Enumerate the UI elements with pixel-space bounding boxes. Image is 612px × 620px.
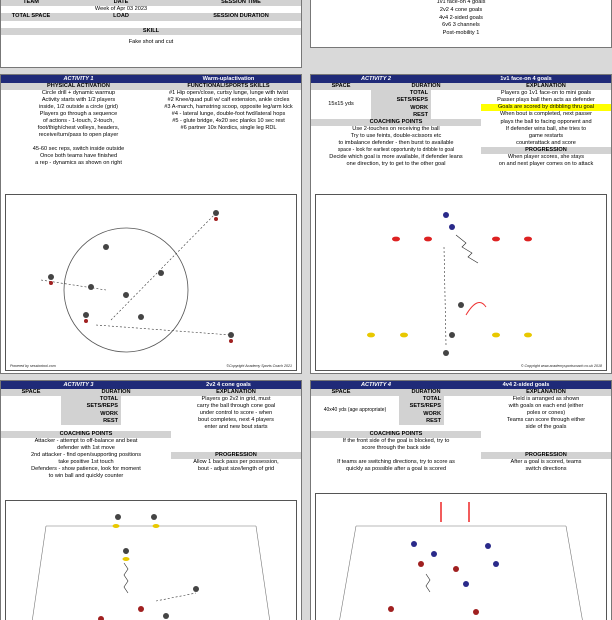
space-value: 15x15 yds bbox=[328, 101, 354, 108]
coaching-line: If the front side of the goal is blocked, try to bbox=[342, 438, 450, 445]
activation-line bbox=[1, 139, 156, 146]
coaching-line: to imbalance defender - then burst to available bbox=[338, 140, 454, 147]
functional-skills-header: FUNCTIONAL/SPORTS SKILLS bbox=[156, 83, 301, 90]
activity-subtitle: Warm-up/activation bbox=[156, 75, 301, 83]
coaching-line: If teams are switching directions, try to score as bbox=[337, 459, 455, 466]
skill-line: #1 Hip open/close, curtsy lunge, lunge with twist bbox=[168, 90, 289, 97]
progression-line: When player scores, she stays bbox=[507, 154, 585, 161]
activity-2-panel bbox=[310, 74, 612, 374]
progression-header: PROGRESSION bbox=[481, 147, 611, 154]
skill-header: SKILL bbox=[1, 28, 301, 35]
space-value: 40x40 yds (age appropriate) bbox=[323, 407, 387, 414]
skill-line: #3 A-march, hamstring scoop, opposite leg/arm kick bbox=[164, 104, 293, 111]
explanation-line: side of the goals bbox=[525, 424, 567, 431]
duration-header: DURATION bbox=[371, 389, 481, 396]
explanation-header: EXPLANATION bbox=[481, 389, 611, 396]
session-info-panel bbox=[0, 0, 302, 68]
activity-2-diagram bbox=[315, 194, 607, 371]
coaching-points-header: COACHING POINTS bbox=[311, 431, 481, 438]
team-value bbox=[1, 6, 61, 13]
progression-header: PROGRESSION bbox=[481, 452, 611, 459]
space-header: SPACE bbox=[311, 389, 371, 396]
red-goal-markers bbox=[392, 237, 532, 242]
activity-list-item: 1v1 face-on 4 goals bbox=[436, 0, 486, 5]
activity-3-panel bbox=[0, 380, 302, 620]
duration-header: DURATION bbox=[61, 389, 171, 396]
rest-label: REST bbox=[399, 418, 444, 425]
session-activities-list bbox=[310, 0, 612, 48]
activity-1-diagram bbox=[5, 194, 297, 371]
work-label: WORK bbox=[371, 105, 431, 112]
explanation-line: Passer plays ball then acts as defender bbox=[497, 97, 595, 104]
explanation-line: game restarts bbox=[528, 133, 564, 140]
activity-list-item: 4v4 2-sided goals bbox=[439, 14, 483, 21]
coaching-line: one direction, try to get to the other goal bbox=[346, 161, 446, 168]
activity-title: ACTIVITY 4 bbox=[311, 381, 441, 389]
explanation-line: enter and new bout starts bbox=[204, 424, 268, 431]
copyright-text: ©Copyright Academy Sports Coach 2021 bbox=[226, 364, 292, 368]
progression-line: After a goal is scored, teams bbox=[510, 459, 582, 466]
activity-subtitle: 2v2 4 cone goals bbox=[156, 381, 301, 389]
physical-activation-header: PHYSICAL ACTIVATION bbox=[1, 83, 156, 90]
work-label: WORK bbox=[61, 411, 121, 418]
skill-line: #4 - lateral lunge, double-foot fwd/lateral hops bbox=[171, 111, 286, 118]
explanation-header: EXPLANATION bbox=[171, 389, 301, 396]
explanation-line: Teams can score through either bbox=[506, 417, 586, 424]
explanation-line: under control to score - when bbox=[199, 410, 273, 417]
pass-line bbox=[444, 247, 446, 345]
activity-list-item: Post-mobility 1 bbox=[442, 30, 480, 37]
sets-reps-label: SETS/REPS bbox=[399, 403, 444, 410]
progression-header: PROGRESSION bbox=[171, 452, 301, 459]
player-icons bbox=[48, 210, 234, 338]
activity-list-item: 6v6 3 channels bbox=[442, 22, 480, 29]
session-time-header: SESSION TIME bbox=[181, 0, 301, 6]
activation-line: Circle drill + dynamic warmup bbox=[41, 90, 116, 97]
rest-label: REST bbox=[371, 112, 431, 119]
skill-line: #5 - glute bridge, 4x20 sec planks 10 sec rest bbox=[172, 118, 285, 125]
explanation-line: with goals on each end (either bbox=[508, 403, 584, 410]
dribble-path bbox=[456, 235, 478, 263]
date-value: Week of Apr 03 2023 bbox=[94, 6, 148, 13]
activation-line: Players go through a sequence bbox=[39, 111, 118, 118]
skill-line: #2 Knee/quad pull w/ calf extension, ankle circles bbox=[167, 97, 290, 104]
copyright-text: © Copyright www.academysportscoach.co.uk 2018 bbox=[520, 364, 602, 368]
team-header: TEAM bbox=[1, 0, 61, 6]
coaching-line: Decide which goal is more available, if defender leans bbox=[329, 154, 463, 161]
activation-line: foot/thigh/chest volleys, headers, bbox=[37, 125, 120, 132]
space-header: SPACE bbox=[1, 389, 61, 396]
explanation-line: Players go 2v2 in grid, must bbox=[201, 396, 271, 403]
progression-line: on and next player comes on to attack bbox=[498, 161, 594, 168]
explanation-line: plays the ball to facing opponent and bbox=[500, 119, 592, 126]
activity-title: ACTIVITY 1 bbox=[1, 75, 156, 83]
sets-reps-label: SETS/REPS bbox=[61, 403, 121, 410]
load-header: LOAD bbox=[61, 13, 181, 20]
coaching-line: Defenders - show patience, look for moment bbox=[31, 466, 141, 473]
session-duration-header: SESSION DURATION bbox=[181, 13, 301, 20]
duration-header: DURATION bbox=[371, 83, 481, 90]
date-header: DATE bbox=[61, 0, 181, 6]
progression-line: Allow 1 back pass per possession, bbox=[193, 459, 279, 466]
activity-4-panel bbox=[310, 380, 612, 620]
coaching-line: Attacker - attempt to off-balance and beat bbox=[34, 438, 138, 445]
coaching-line: Use 2-touches on receiving the ball bbox=[352, 126, 440, 133]
coaching-line: quickly as possible after a goal is scored bbox=[345, 466, 447, 473]
total-label: TOTAL bbox=[371, 90, 431, 97]
activation-line: Activity starts with 1/2 players bbox=[41, 97, 116, 104]
activity-title: ACTIVITY 2 bbox=[311, 75, 441, 83]
coaching-line: to win ball and quickly counter bbox=[48, 473, 124, 480]
skill-value: Fake shot and cut bbox=[128, 39, 174, 45]
pole-goal bbox=[441, 502, 469, 522]
explanation-line-highlighted: Goals are scored by dribbling thru goal bbox=[481, 104, 611, 111]
activity-1-panel bbox=[0, 74, 302, 374]
explanation-line: When bout is completed, next passer bbox=[499, 111, 593, 118]
total-label: TOTAL bbox=[61, 396, 121, 403]
activity-list-item: 2v2 4 cone goals bbox=[439, 6, 483, 13]
progression-line: bout - adjust size/length of grid bbox=[197, 466, 275, 473]
activity-title: ACTIVITY 3 bbox=[1, 381, 156, 389]
cone-goal-markers bbox=[113, 524, 160, 561]
activity-subtitle: 1v1 face-on 4 goals bbox=[441, 75, 611, 83]
total-space-header: TOTAL SPACE bbox=[1, 13, 61, 20]
grid-circle bbox=[64, 228, 188, 352]
space-header: SPACE bbox=[311, 83, 371, 90]
coaching-points-header: COACHING POINTS bbox=[311, 119, 481, 126]
total-label: TOTAL bbox=[399, 396, 444, 403]
credit-text: Powered by sessiontool.com bbox=[10, 364, 56, 368]
activity-subtitle: 4v4 2-sided goals bbox=[441, 381, 611, 389]
blank-row bbox=[1, 21, 301, 28]
activation-line: a rep - dynamics as shown on right bbox=[35, 160, 122, 167]
coaching-line bbox=[311, 452, 481, 459]
explanation-line: counterattack and score bbox=[516, 140, 576, 147]
coaching-line: defender with 1st move bbox=[57, 445, 115, 452]
sets-reps-label: SETS/REPS bbox=[371, 97, 431, 104]
explanation-line: If defender wins ball, she tries to bbox=[505, 126, 587, 133]
session-time-value bbox=[181, 6, 301, 13]
activation-line: of actions - 1-touch, 2-touch, bbox=[43, 118, 114, 125]
work-label: WORK bbox=[399, 411, 444, 418]
rest-label: REST bbox=[61, 418, 121, 425]
coaching-line: score through the back side bbox=[361, 445, 431, 452]
explanation-line: Players go 1v1 face-on to mini goals bbox=[500, 90, 592, 97]
space-value bbox=[1, 396, 61, 431]
explanation-header: EXPLANATION bbox=[481, 83, 611, 90]
activity-3-diagram bbox=[5, 500, 297, 620]
activity-4-diagram bbox=[315, 493, 607, 620]
activation-line: 45-60 sec reps, switch inside outside bbox=[32, 146, 125, 153]
progression-line: switch directions bbox=[525, 466, 567, 473]
explanation-line: Field is arranged as shown bbox=[512, 396, 580, 403]
explanation-line: poles or cones) bbox=[526, 410, 566, 417]
activation-line: receive/turn/pass to open player bbox=[38, 132, 119, 139]
coaching-line: take positive 1st touch bbox=[58, 459, 114, 466]
coaching-line: 2nd attacker - find open/supporting positions bbox=[30, 452, 142, 459]
coaching-line: Try to use feints, double-scissors etc bbox=[350, 133, 442, 140]
explanation-line: carry the ball through cone goal bbox=[196, 403, 276, 410]
run-arrow bbox=[466, 303, 486, 316]
coaching-points-header: COACHING POINTS bbox=[1, 431, 171, 438]
activation-line: inside, 1/2 outside a circle (grid) bbox=[39, 104, 118, 111]
coaching-line: space - look for earliest opportunity to dribble to goal bbox=[337, 147, 455, 154]
explanation-line: bout completes, next 4 players bbox=[198, 417, 274, 424]
skill-line: #6 partner 10x Nordics, single leg RDL bbox=[180, 125, 277, 132]
activation-line: Once both teams have finished bbox=[39, 153, 118, 160]
